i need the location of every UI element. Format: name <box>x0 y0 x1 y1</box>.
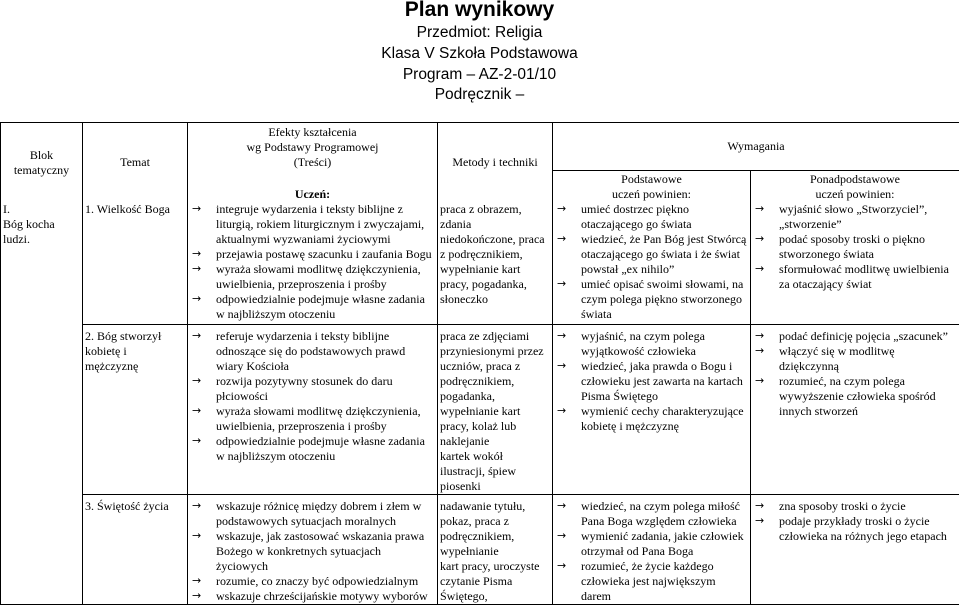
arrow-icon: → <box>192 588 201 603</box>
list-item <box>190 574 435 589</box>
list-item <box>190 262 435 292</box>
header-metody: Metody i techniki <box>438 123 553 203</box>
arrow-icon: → <box>192 373 201 388</box>
list-item <box>555 232 748 277</box>
podst-cell <box>553 494 751 604</box>
arrow-icon: → <box>557 276 566 291</box>
list-item <box>555 329 748 359</box>
list-item <box>190 589 435 604</box>
ponad-cell <box>751 202 959 324</box>
list-item-text: odpowiedzialnie podejmuje własne zadania w najbliższym otoczeniu <box>216 292 425 321</box>
podst-cell <box>553 202 751 324</box>
list-item <box>190 247 435 262</box>
list-item-text: wymienić zadania, jakie człowiek otrzymał od Pana Boga <box>581 529 744 558</box>
list-item <box>190 434 435 464</box>
arrow-icon: → <box>192 201 201 216</box>
list-item-text: podaje przykłady troski o życie człowieka na różnych jego etapach <box>779 514 947 543</box>
program-line: Program – AZ-2-01/10 <box>0 66 959 84</box>
arrow-icon: → <box>557 403 566 418</box>
list-item-text: wyjaśnić, na czym polega wyjątkowość człowieka <box>581 329 705 358</box>
list-item <box>753 329 957 344</box>
header-blok: Blok tematyczny <box>1 123 83 203</box>
header-podst: Podstawowe uczeń powinien: <box>553 170 751 202</box>
page-title: Plan wynikowy <box>0 0 959 22</box>
list-item <box>190 374 435 404</box>
arrow-icon: → <box>192 246 201 261</box>
arrow-icon: → <box>557 328 566 343</box>
list-item <box>555 277 748 322</box>
efekty-cell <box>188 324 438 494</box>
efekty-cell <box>188 202 438 324</box>
arrow-icon: → <box>192 328 201 343</box>
list-item-text: wiedzieć, na czym polega miłość Pana Boga względem człowieka <box>581 499 740 528</box>
arrow-icon: → <box>755 498 764 513</box>
list-item-text: wskazuje, jak zastosować wskazania prawa Bożego w konkretnych sytuacjach życiowych <box>216 529 424 573</box>
list-item <box>753 344 957 374</box>
topic-cell: 3. Świętość życia <box>83 494 188 604</box>
list-item-text: podać sposoby troski o piękno stworzonego świata <box>779 232 925 261</box>
arrow-icon: → <box>557 498 566 513</box>
list-item-text: odpowiedzialnie podejmuje własne zadania w najbliższym otoczeniu <box>216 434 425 463</box>
list-item <box>190 202 435 247</box>
table-row <box>1 494 959 604</box>
arrow-icon: → <box>755 261 764 276</box>
arrow-icon: → <box>557 528 566 543</box>
list-item-text: wiedzieć, że Pan Bóg jest Stwórcą otaczającego go świata i że świat powstał „ex nihilo” <box>581 232 746 276</box>
list-item-text: rozumieć, na czym polega wywyższenie człowieka spośród innych stworzeń <box>779 374 936 418</box>
arrow-icon: → <box>557 558 566 573</box>
list-item-text: wyraża słowami modlitwę dziękczynienia, uwielbienia, przeproszenia i prośby <box>216 404 421 433</box>
arrow-icon: → <box>192 403 201 418</box>
list-item <box>555 499 748 529</box>
header-temat: Temat <box>83 123 188 203</box>
metody-cell: praca ze zdjęciami przyniesionymi przez uczniów, praca z podręcznikiem, pogadanka, wypełnianie kart pracy, kolaż lub naklejanie kartek wokół ilustracji, śpiew piosenki <box>438 324 553 494</box>
arrow-icon: → <box>557 358 566 373</box>
subject-line: Przedmiot: Religia <box>0 24 959 42</box>
list-item <box>753 514 957 544</box>
list-item <box>753 374 957 419</box>
list-item <box>555 404 748 434</box>
list-item <box>555 359 748 404</box>
list-item-text: rozumieć, że życie każdego człowieka jest największym darem <box>581 559 716 603</box>
arrow-icon: → <box>755 231 764 246</box>
block-cell: I. Bóg kocha ludzi. <box>1 202 83 604</box>
list-item-text: sformułować modlitwę uwielbienia za otaczający świat <box>779 262 949 291</box>
list-item <box>190 529 435 574</box>
list-item-text: włączyć się w modlitwę dziękczynną <box>779 344 895 373</box>
list-item <box>555 559 748 604</box>
list-item-text: przejawia postawę szacunku i zaufania Bogu <box>216 247 432 261</box>
list-item <box>190 329 435 374</box>
podst-cell <box>553 324 751 494</box>
list-item <box>190 499 435 529</box>
arrow-icon: → <box>755 328 764 343</box>
metody-cell: nadawanie tytułu, pokaz, praca z podręcznikiem, wypełnianie kart pracy, uroczyste czytanie Pisma Świętego, <box>438 494 553 604</box>
list-item <box>753 499 957 514</box>
class-line: Klasa V Szkoła Podstawowa <box>0 45 959 63</box>
list-item <box>753 202 957 232</box>
list-item-text: zna sposoby troski o życie <box>779 499 906 513</box>
list-item-text: referuje wydarzenia i teksty biblijne odnoszące się do podstawowych prawd wiary Kościoła <box>216 329 405 373</box>
arrow-icon: → <box>557 201 566 216</box>
list-item <box>753 262 957 292</box>
list-item-text: wiedzieć, jaka prawda o Bogu i człowieku jest zawarta na kartach Pisma Świętego <box>581 359 743 403</box>
list-item <box>190 292 435 322</box>
textbook-line: Podręcznik – <box>0 86 959 104</box>
list-item-text: wymienić cechy charakteryzujące kobietę i mężczyznę <box>581 404 744 433</box>
list-item-text: wyraża słowami modlitwę dziękczynienia, uwielbienia, przeproszenia i prośby <box>216 262 421 291</box>
list-item-text: podać definicję pojęcia „szacunek” <box>779 329 948 343</box>
arrow-icon: → <box>192 261 201 276</box>
list-item-text: rozumie, co znaczy być odpowiedzialnym <box>216 574 418 588</box>
metody-cell: praca z obrazem, zdania niedokończone, praca z podręcznikiem, wypełnianie kart pracy, pogadanka, słoneczko <box>438 202 553 324</box>
header-ponad: Ponadpodstawowe uczeń powinien: <box>751 170 959 202</box>
list-item-text: wskazuje chrześcijańskie motywy wyborów <box>216 589 428 603</box>
arrow-icon: → <box>557 231 566 246</box>
arrow-icon: → <box>192 433 201 448</box>
ponad-cell <box>751 324 959 494</box>
list-item-text: rozwija pozytywny stosunek do daru płciowości <box>216 374 393 403</box>
arrow-icon: → <box>755 343 764 358</box>
arrow-icon: → <box>192 291 201 306</box>
arrow-icon: → <box>192 573 201 588</box>
arrow-icon: → <box>755 513 764 528</box>
topic-cell: 2. Bóg stworzył kobietę i mężczyznę <box>83 324 188 494</box>
list-item-text: integruje wydarzenia i teksty biblijne z liturgią, rokiem liturgicznym i zwyczajami, aktualnymi wyzwaniami życiowymi <box>216 202 424 246</box>
list-item-text: umieć opisać swoimi słowami, na czym polega piękno stworzonego świata <box>581 277 743 321</box>
ponad-cell <box>751 494 959 604</box>
list-item-text: wskazuje różnicę między dobrem i złem w podstawowych sytuacjach moralnych <box>216 499 421 528</box>
arrow-icon: → <box>755 201 764 216</box>
list-item <box>555 529 748 559</box>
list-item-text: umieć dostrzec piękno otaczającego go świata <box>581 202 692 231</box>
table-row <box>1 324 959 494</box>
list-item <box>753 232 957 262</box>
header-uczen: Uczeń: <box>188 170 438 202</box>
header-efekty: Efekty kształcenia wg Podstawy Programowej (Treści) <box>188 123 438 171</box>
table-row <box>1 202 959 324</box>
arrow-icon: → <box>192 528 201 543</box>
header-wymagania: Wymagania <box>553 123 959 171</box>
arrow-icon: → <box>755 373 764 388</box>
plan-table <box>0 122 959 605</box>
list-item <box>190 404 435 434</box>
efekty-cell <box>188 494 438 604</box>
topic-cell: 1. Wielkość Boga <box>83 202 188 324</box>
arrow-icon: → <box>192 498 201 513</box>
list-item <box>555 202 748 232</box>
list-item-text: wyjaśnić słowo „Stworzyciel”, „stworzenie” <box>779 202 927 231</box>
